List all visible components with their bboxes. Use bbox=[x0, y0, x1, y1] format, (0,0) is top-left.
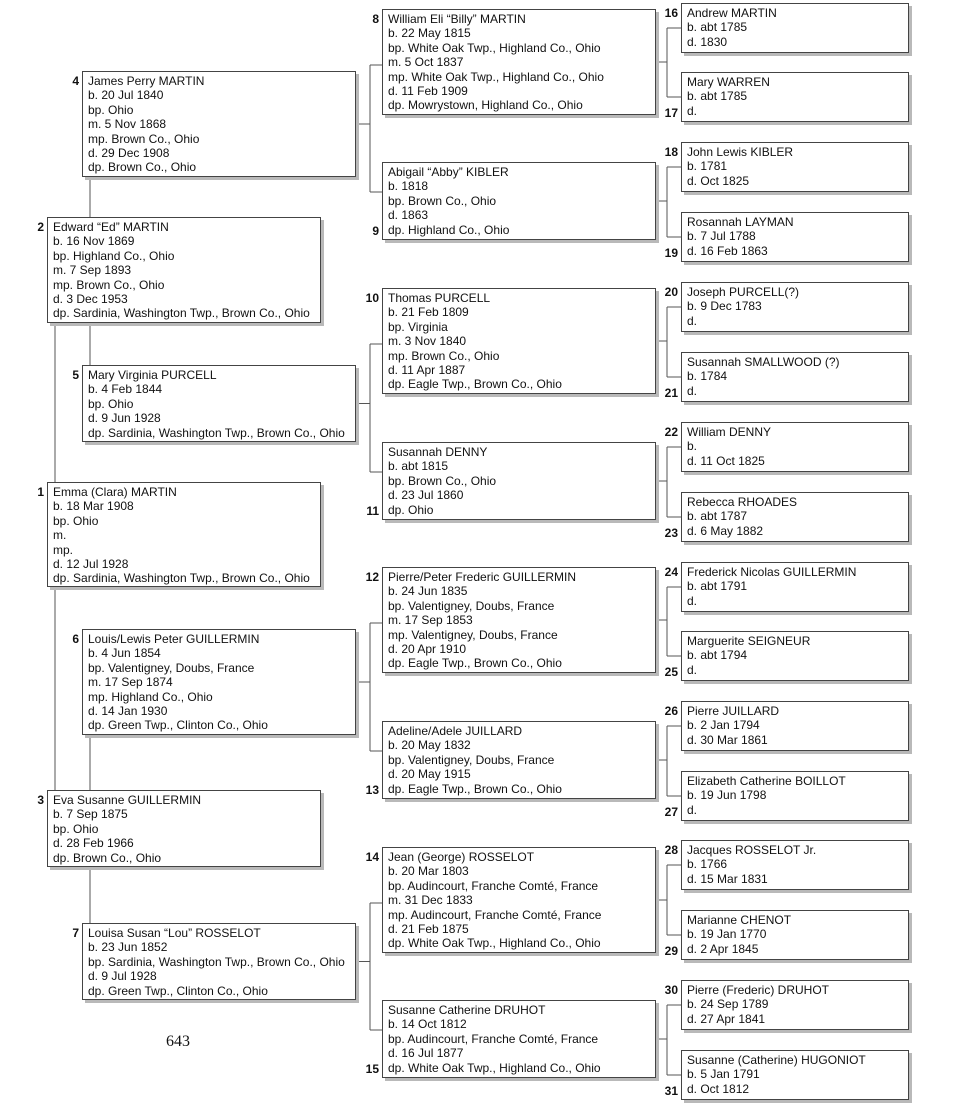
person-fact: b. 22 May 1815 bbox=[388, 26, 471, 41]
person-fact: b. 20 May 1832 bbox=[388, 738, 471, 753]
person-fact: d. 3 Dec 1953 bbox=[53, 292, 128, 307]
person-fact: b. bbox=[687, 439, 698, 454]
ancestor-number: 19 bbox=[664, 246, 678, 260]
page-number: 643 bbox=[166, 1033, 190, 1050]
person-fact: bp. Brown Co., Ohio bbox=[388, 193, 497, 208]
person-fact: b. 7 Sep 1875 bbox=[53, 807, 128, 822]
person-name: Louisa Susan “Lou” ROSSELOT bbox=[88, 926, 261, 940]
person-name: Frederick Nicolas GUILLERMIN bbox=[687, 565, 857, 579]
person-fact: dp. Brown Co., Ohio bbox=[88, 160, 197, 175]
ancestor-number: 24 bbox=[664, 565, 678, 579]
person-fact: b. 19 Jun 1798 bbox=[687, 788, 767, 803]
person-box-28 bbox=[681, 840, 909, 890]
person-fact: dp. Eagle Twp., Brown Co., Ohio bbox=[388, 781, 562, 796]
person-name: Pierre (Frederic) DRUHOT bbox=[687, 983, 830, 997]
person-fact: b. abt 1787 bbox=[687, 509, 748, 524]
person-fact: d. Oct 1812 bbox=[687, 1081, 750, 1096]
person-name: Rebecca RHOADES bbox=[687, 495, 798, 509]
ancestor-number: 5 bbox=[72, 368, 79, 382]
ancestor-number: 9 bbox=[372, 224, 379, 238]
ancestor-number: 30 bbox=[664, 983, 678, 997]
person-name: Abigail “Abby” KIBLER bbox=[388, 165, 509, 179]
person-fact: m. 17 Sep 1874 bbox=[88, 675, 173, 690]
person-fact: m. 31 Dec 1833 bbox=[388, 893, 473, 908]
person-box-9 bbox=[382, 162, 656, 240]
person-box-4 bbox=[82, 71, 356, 177]
person-fact: d. bbox=[687, 313, 698, 328]
person-box-8 bbox=[382, 9, 656, 115]
person-box-12 bbox=[382, 567, 656, 673]
person-name: Thomas PURCELL bbox=[388, 291, 491, 305]
ancestor-number: 14 bbox=[365, 850, 379, 864]
ancestor-number: 18 bbox=[664, 145, 678, 159]
person-fact: d. 16 Feb 1863 bbox=[687, 243, 768, 258]
person-box-2 bbox=[47, 217, 321, 323]
person-fact: bp. Ohio bbox=[53, 821, 99, 836]
person-box-1 bbox=[47, 482, 321, 587]
person-fact: b. 9 Dec 1783 bbox=[687, 299, 762, 314]
person-name: Jean (George) ROSSELOT bbox=[388, 850, 535, 864]
person-fact: bp. Valentigney, Doubs, France bbox=[388, 752, 555, 767]
person-box-19 bbox=[681, 212, 909, 262]
ancestor-number: 2 bbox=[37, 220, 44, 234]
person-fact: mp. Brown Co., Ohio bbox=[53, 277, 165, 292]
person-fact: d. 21 Feb 1875 bbox=[388, 922, 469, 937]
person-box-6 bbox=[82, 629, 356, 735]
person-fact: bp. Brown Co., Ohio bbox=[388, 473, 497, 488]
person-name: Susannah SMALLWOOD (?) bbox=[687, 355, 840, 369]
person-fact: dp. Highland Co., Ohio bbox=[388, 222, 510, 237]
person-box-10 bbox=[382, 288, 656, 394]
ancestor-number: 22 bbox=[664, 425, 678, 439]
person-fact: b. 16 Nov 1869 bbox=[53, 234, 135, 249]
ancestor-number: 12 bbox=[365, 570, 379, 584]
ancestor-number: 1 bbox=[37, 485, 44, 499]
person-fact: d. 15 Mar 1831 bbox=[687, 871, 768, 886]
ancestor-number: 27 bbox=[664, 805, 678, 819]
person-fact: dp. Eagle Twp., Brown Co., Ohio bbox=[388, 377, 562, 392]
person-fact: mp. White Oak Twp., Highland Co., Ohio bbox=[388, 69, 604, 84]
person-box-31 bbox=[681, 1050, 909, 1100]
person-fact: d. 11 Oct 1825 bbox=[687, 453, 765, 468]
ancestor-number: 6 bbox=[72, 632, 79, 646]
person-fact: b. 5 Jan 1791 bbox=[687, 1067, 760, 1082]
person-name: Susanne Catherine DRUHOT bbox=[388, 1003, 546, 1017]
person-name: Eva Susanne GUILLERMIN bbox=[53, 793, 202, 807]
person-fact: dp. White Oak Twp., Highland Co., Ohio bbox=[388, 1060, 601, 1075]
person-fact: m. 3 Nov 1840 bbox=[388, 334, 467, 349]
person-fact: dp. Sardinia, Washington Twp., Brown Co., Ohio bbox=[53, 571, 310, 586]
person-fact: d. 9 Jun 1928 bbox=[88, 411, 161, 426]
ancestor-number: 16 bbox=[664, 6, 678, 20]
person-box-29 bbox=[681, 910, 909, 960]
person-box-13 bbox=[382, 721, 656, 799]
ancestor-number: 17 bbox=[664, 106, 678, 120]
person-box-23 bbox=[681, 492, 909, 542]
person-box-7 bbox=[82, 923, 356, 1000]
person-fact: b. 24 Jun 1835 bbox=[388, 584, 468, 599]
person-fact: dp. Eagle Twp., Brown Co., Ohio bbox=[388, 656, 562, 671]
person-box-18 bbox=[681, 142, 909, 192]
person-fact: d. 1830 bbox=[687, 34, 728, 49]
person-fact: bp. Audincourt, Franche Comté, France bbox=[388, 1031, 599, 1046]
person-fact: m. 5 Oct 1837 bbox=[388, 55, 464, 70]
person-fact: d. 28 Feb 1966 bbox=[53, 836, 134, 851]
person-fact: b. 18 Mar 1908 bbox=[53, 499, 134, 514]
person-fact: b. 4 Jun 1854 bbox=[88, 646, 161, 661]
person-fact: d. bbox=[687, 593, 698, 608]
person-fact: dp. Green Twp., Clinton Co., Ohio bbox=[88, 718, 268, 733]
person-fact: dp. Brown Co., Ohio bbox=[53, 850, 162, 865]
ancestor-number: 26 bbox=[664, 704, 678, 718]
person-fact: d. 20 Apr 1910 bbox=[388, 642, 467, 657]
person-fact: b. 20 Jul 1840 bbox=[88, 88, 164, 103]
person-fact: b. 1818 bbox=[388, 179, 429, 194]
person-fact: b. 21 Feb 1809 bbox=[388, 305, 469, 320]
person-name: Marguerite SEIGNEUR bbox=[687, 634, 811, 648]
person-name: Rosannah LAYMAN bbox=[687, 215, 794, 229]
person-box-5 bbox=[82, 365, 356, 442]
person-fact: bp. Ohio bbox=[88, 102, 134, 117]
person-fact: bp. Virginia bbox=[388, 319, 448, 334]
ancestor-number: 8 bbox=[372, 12, 379, 26]
person-fact: d. 14 Jan 1930 bbox=[88, 704, 168, 719]
person-fact: dp. White Oak Twp., Highland Co., Ohio bbox=[388, 936, 601, 951]
person-fact: d. 9 Jul 1928 bbox=[88, 969, 157, 984]
person-fact: d. 20 May 1915 bbox=[388, 767, 471, 782]
person-fact: dp. Sardinia, Washington Twp., Brown Co., Ohio bbox=[53, 306, 310, 321]
person-box-11 bbox=[382, 442, 656, 520]
ancestor-number: 20 bbox=[664, 285, 678, 299]
person-box-14 bbox=[382, 847, 656, 953]
ancestor-number: 11 bbox=[366, 504, 379, 518]
person-box-15 bbox=[382, 1000, 656, 1078]
person-name: Mary Virginia PURCELL bbox=[88, 368, 217, 382]
person-name: Susanne (Catherine) HUGONIOT bbox=[687, 1053, 866, 1067]
person-fact: bp. Ohio bbox=[88, 396, 134, 411]
person-name: Susannah DENNY bbox=[388, 445, 488, 459]
person-fact: mp. Highland Co., Ohio bbox=[88, 689, 213, 704]
person-name: Jacques ROSSELOT Jr. bbox=[687, 843, 817, 857]
person-fact: b. abt 1815 bbox=[388, 459, 449, 474]
person-box-27 bbox=[681, 771, 909, 821]
person-fact: d. bbox=[687, 103, 698, 118]
person-fact: d. Oct 1825 bbox=[687, 173, 750, 188]
ancestor-number: 13 bbox=[365, 783, 379, 797]
person-fact: d. 2 Apr 1845 bbox=[687, 941, 759, 956]
person-name: Andrew MARTIN bbox=[687, 6, 777, 20]
person-name: Mary WARREN bbox=[687, 75, 770, 89]
person-name: Emma (Clara) MARTIN bbox=[53, 485, 177, 499]
ancestor-number: 21 bbox=[664, 386, 678, 400]
person-fact: d. bbox=[687, 383, 698, 398]
person-box-24 bbox=[681, 562, 909, 612]
person-fact: b. 1784 bbox=[687, 369, 728, 384]
person-name: John Lewis KIBLER bbox=[687, 145, 794, 159]
person-fact: b. 24 Sep 1789 bbox=[687, 997, 769, 1012]
person-fact: b. 19 Jan 1770 bbox=[687, 927, 767, 942]
person-fact: d. bbox=[687, 802, 698, 817]
person-fact: dp. Ohio bbox=[388, 502, 434, 517]
person-name: Marianne CHENOT bbox=[687, 913, 792, 927]
person-name: Pierre JUILLARD bbox=[687, 704, 780, 718]
person-fact: mp. Brown Co., Ohio bbox=[388, 348, 500, 363]
person-fact: bp. Valentigney, Doubs, France bbox=[88, 660, 255, 675]
person-fact: d. 12 Jul 1928 bbox=[53, 557, 129, 572]
person-fact: b. 2 Jan 1794 bbox=[687, 718, 760, 733]
person-fact: b. abt 1794 bbox=[687, 648, 748, 663]
person-fact: bp. Highland Co., Ohio bbox=[53, 248, 175, 263]
person-fact: bp. Valentigney, Doubs, France bbox=[388, 598, 555, 613]
person-fact: b. 20 Mar 1803 bbox=[388, 864, 469, 879]
person-fact: mp. Audincourt, Franche Comté, France bbox=[388, 907, 602, 922]
person-fact: b. abt 1785 bbox=[687, 20, 748, 35]
ancestor-number: 31 bbox=[664, 1084, 678, 1098]
person-box-16 bbox=[681, 3, 909, 53]
person-fact: d. 27 Apr 1841 bbox=[687, 1011, 766, 1026]
person-box-17 bbox=[681, 72, 909, 122]
person-box-22 bbox=[681, 422, 909, 472]
ancestor-number: 23 bbox=[664, 526, 678, 540]
person-fact: b. 1766 bbox=[687, 857, 728, 872]
person-name: Joseph PURCELL(?) bbox=[687, 285, 800, 299]
person-fact: b. 23 Jun 1852 bbox=[88, 940, 168, 955]
ancestor-number: 28 bbox=[664, 843, 678, 857]
person-fact: d. 1863 bbox=[388, 208, 429, 223]
person-name: William Eli “Billy” MARTIN bbox=[388, 12, 526, 26]
person-fact: b. 1781 bbox=[687, 159, 728, 174]
person-box-25 bbox=[681, 631, 909, 681]
person-box-26 bbox=[681, 701, 909, 751]
person-box-21 bbox=[681, 352, 909, 402]
person-fact: d. 23 Jul 1860 bbox=[388, 488, 464, 503]
person-name: Elizabeth Catherine BOILLOT bbox=[687, 774, 846, 788]
person-name: William DENNY bbox=[687, 425, 771, 439]
person-fact: b. 7 Jul 1788 bbox=[687, 229, 756, 244]
person-fact: bp. Audincourt, Franche Comté, France bbox=[388, 878, 599, 893]
person-fact: bp. Ohio bbox=[53, 513, 99, 528]
person-fact: bp. White Oak Twp., Highland Co., Ohio bbox=[388, 40, 601, 55]
person-fact: d. 30 Mar 1861 bbox=[687, 732, 768, 747]
person-fact: mp. Brown Co., Ohio bbox=[88, 131, 200, 146]
ancestor-number: 3 bbox=[37, 793, 44, 807]
person-fact: d. 11 Apr 1887 bbox=[388, 363, 466, 378]
person-name: Adeline/Adele JUILLARD bbox=[388, 724, 523, 738]
person-fact: b. abt 1791 bbox=[687, 579, 748, 594]
person-fact: m. bbox=[53, 528, 67, 543]
ancestor-number: 29 bbox=[664, 944, 678, 958]
ancestor-number: 10 bbox=[365, 291, 379, 305]
person-fact: mp. bbox=[53, 542, 74, 557]
person-fact: mp. Valentigney, Doubs, France bbox=[388, 627, 558, 642]
person-box-20 bbox=[681, 282, 909, 332]
ancestor-number: 4 bbox=[72, 74, 79, 88]
person-fact: b. 4 Feb 1844 bbox=[88, 382, 163, 397]
person-fact: d. 29 Dec 1908 bbox=[88, 146, 170, 161]
person-name: Edward “Ed” MARTIN bbox=[53, 220, 169, 234]
person-name: Louis/Lewis Peter GUILLERMIN bbox=[88, 632, 260, 646]
person-fact: dp. Green Twp., Clinton Co., Ohio bbox=[88, 983, 268, 998]
person-fact: d. bbox=[687, 662, 698, 677]
person-fact: d. 16 Jul 1877 bbox=[388, 1046, 464, 1061]
person-box-3 bbox=[47, 790, 321, 867]
person-fact: b. 14 Oct 1812 bbox=[388, 1017, 467, 1032]
person-fact: dp. Sardinia, Washington Twp., Brown Co., Ohio bbox=[88, 425, 345, 440]
person-fact: bp. Sardinia, Washington Twp., Brown Co., Ohio bbox=[88, 954, 345, 969]
person-fact: m. 7 Sep 1893 bbox=[53, 263, 132, 278]
person-name: James Perry MARTIN bbox=[88, 74, 205, 88]
person-fact: m. 5 Nov 1868 bbox=[88, 117, 167, 132]
person-fact: d. 6 May 1882 bbox=[687, 523, 764, 538]
person-fact: dp. Mowrystown, Highland Co., Ohio bbox=[388, 98, 583, 113]
person-fact: d. 11 Feb 1909 bbox=[388, 84, 468, 99]
ancestor-number: 7 bbox=[72, 926, 79, 940]
person-fact: m. 17 Sep 1853 bbox=[388, 613, 473, 628]
person-name: Pierre/Peter Frederic GUILLERMIN bbox=[388, 570, 577, 584]
ancestor-number: 15 bbox=[365, 1062, 379, 1076]
ancestor-number: 25 bbox=[664, 665, 678, 679]
person-fact: b. abt 1785 bbox=[687, 89, 748, 104]
person-box-30 bbox=[681, 980, 909, 1030]
